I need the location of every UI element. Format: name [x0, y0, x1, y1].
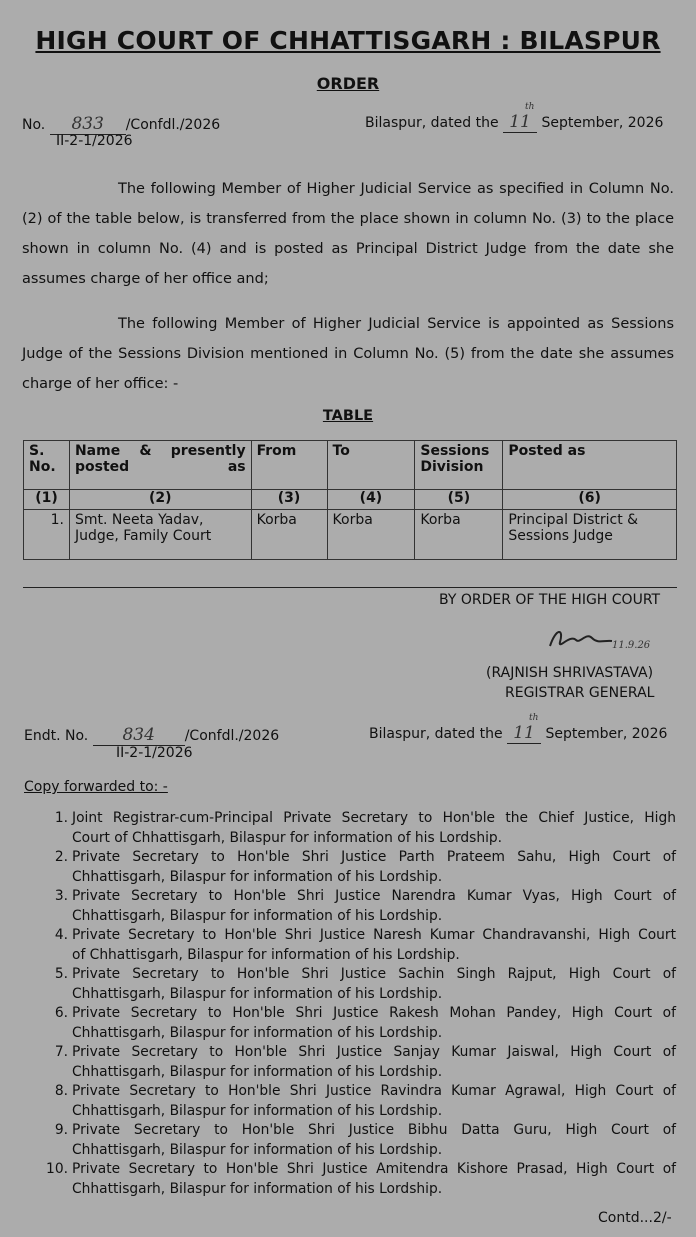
para1-line-1: The following Member of Higher Judicial Service as specified in Column No.: [118, 181, 674, 197]
table-title: TABLE: [322, 408, 374, 424]
cell-sessions-division: Korba: [415, 510, 503, 560]
order-day: 11 th: [503, 112, 537, 133]
order-heading: ORDER: [316, 74, 380, 93]
order-month-year: September, 2026: [541, 115, 664, 131]
table-header-row: [24, 441, 677, 490]
order-no-suffix: /Confdl./2026: [125, 117, 221, 133]
column-number: (2): [69, 490, 251, 510]
order-date-line: [365, 102, 664, 133]
order-number-line: [22, 114, 220, 135]
endt-date-prefix: Bilaspur, dated the: [369, 726, 503, 742]
signature-scribble: [546, 624, 661, 664]
header-sessions-division: Sessions Division: [415, 441, 503, 490]
cell-name: Smt. Neeta Yadav, Judge, Family Court: [69, 510, 251, 560]
endt-file-no: II-2-1/2026: [116, 745, 193, 761]
table-column-number-row: [24, 490, 677, 510]
order-date-prefix: Bilaspur, dated the: [365, 115, 499, 131]
para2-line-3: charge of her office: -: [22, 376, 179, 392]
signature-date: 11.9.26: [612, 640, 651, 651]
column-number: (5): [415, 490, 503, 510]
para1-line-2: (2) of the table below, is transferred from the place shown in column No. (3) to the place: [22, 211, 674, 227]
column-number: (4): [327, 490, 415, 510]
column-number: (3): [251, 490, 327, 510]
para2-line-2: Judge of the Sessions Division mentioned in Column No. (5) from the date she assumes: [22, 346, 674, 362]
para2-line-1: The following Member of Higher Judicial Service is appointed as Sessions: [118, 316, 674, 332]
endt-no-value: 834: [93, 725, 185, 746]
endt-label: Endt. No.: [24, 728, 89, 744]
endt-date-line: [369, 713, 668, 744]
by-order-text: BY ORDER OF THE HIGH COURT: [439, 592, 661, 608]
continued-marker: Contd...2/-: [598, 1210, 672, 1226]
para1-line-3: shown in column No. (4) and is posted as Principal District Judge from the date she: [22, 241, 674, 257]
signatory-designation: REGISTRAR GENERAL: [505, 685, 655, 701]
header-sno: S. No.: [24, 441, 70, 490]
copy-forwarded-heading: Copy forwarded to: -: [24, 779, 168, 795]
cell-to: Korba: [327, 510, 415, 560]
endt-day: 11 th: [507, 723, 541, 744]
endt-number-line: [24, 725, 279, 746]
document-page: HIGH COURT OF CHHATTISGARH : BILASPUR ORDER No. 833 /Confdl./2026 II-2-1/2026 Bilaspur, dated the 11 th September, 2026 The following Member of Higher Judicial Service as specified in Column No. (2) of the table below, is transferred from the place shown in column No. (3) to the place shown in column No. (4) and is posted as Principal District Judge from the date she assumes charge of her office and; The following Member of Higher Judicial Service is appointed as Sessions Judge of the Sessions Division mentioned in Column No. (5) from the date she assumes charge of her office: - TABLE S. No. Name & presently posted as From To Sessions Division Posted as (1) (2) (3) (4) (5) (6) 1. Smt. Neeta Yadav, Judge, Family Court Korba Korba Korba Principal District & Sessions Judge BY ORDER OF THE HIGH COURT 11.9.26 (RAJNISH SHRIVASTAVA) REGISTRAR GENERAL Endt. No. 834 /Confdl./2026 II-2-1/2026 Bilaspur, dated the 11 th September, 2026 Copy forwarded to: - 1. Joint Registrar-cum-Principal Private Secretary to Hon'ble the Chief Justice, High Court of Chhattisgarh, Bilaspur for information of his Lordship. 2. Private Secretary to Hon'ble Shri Justice Parth Prateem Sahu, High Court of Chhattisgarh, Bilaspur for information of his Lordship. 3. Private Secretary to Hon'ble Shri Justice Narendra Kumar Vyas, High Court of Chhattisgarh, Bilaspur for information of his Lordship. 4. Private Secretary to Hon'ble Shri Justice Naresh Kumar Chandravanshi, High Court of Chhattisgarh, Bilaspur for information of his Lordship. 5. Private Secretary to Hon'ble Shri Justice Sachin Singh Rajput, High Court of Chhattisgarh, Bilaspur for information of his Lordship. 6. Private Secretary to Hon'ble Shri Justice Rakesh Mohan Pandey, High Court of Chhattisgarh, Bilaspur for information of his Lordship. 7. Private Secretary to Hon'ble Shri Justice Sanjay Kumar Jaiswal, High Court of Chhattisgarh, Bilaspur for information of his Lordship. 8. Private Secretary to Hon'ble Shri Justice Ravindra Kumar Agrawal, High Court of Chhattisgarh, Bilaspur for information of his Lordship. 9. Private Secretary to Hon'ble Shri Justice Bibhu Datta Guru, High Court of Chhattisgarh, Bilaspur for information of his Lordship. 10. Private Secretary to Hon'ble Shri Justice Amitendra Kishore Prasad, High Court of Chhattisgarh, Bilaspur for information of his Lordship. Contd...2/-: [0, 0, 696, 1237]
table-row: [24, 510, 677, 560]
para1-line-4: assumes charge of her office and;: [22, 271, 269, 287]
transfer-table: [23, 440, 677, 560]
order-file-no: II-2-1/2026: [56, 133, 133, 149]
signatory-name: (RAJNISH SHRIVASTAVA): [486, 665, 654, 681]
column-number: (1): [24, 490, 70, 510]
cell-from: Korba: [251, 510, 327, 560]
cell-sno: 1.: [24, 510, 70, 560]
header-from: From: [251, 441, 327, 490]
header-posted-as: Posted as: [503, 441, 677, 490]
cell-posted-as: Principal District & Sessions Judge: [503, 510, 677, 560]
order-no-value: 833: [50, 114, 126, 135]
header-to: To: [327, 441, 415, 490]
column-number: (6): [503, 490, 677, 510]
order-no-label: No.: [22, 117, 46, 133]
endt-suffix: /Confdl./2026: [184, 728, 280, 744]
order-day-sup: th: [525, 102, 535, 112]
court-title: HIGH COURT OF CHHATTISGARH : BILASPUR: [35, 26, 661, 55]
header-name: Name & presently posted as: [69, 441, 251, 490]
divider-line: [23, 587, 677, 588]
endt-day-sup: th: [529, 713, 539, 723]
endt-month-year: September, 2026: [545, 726, 668, 742]
